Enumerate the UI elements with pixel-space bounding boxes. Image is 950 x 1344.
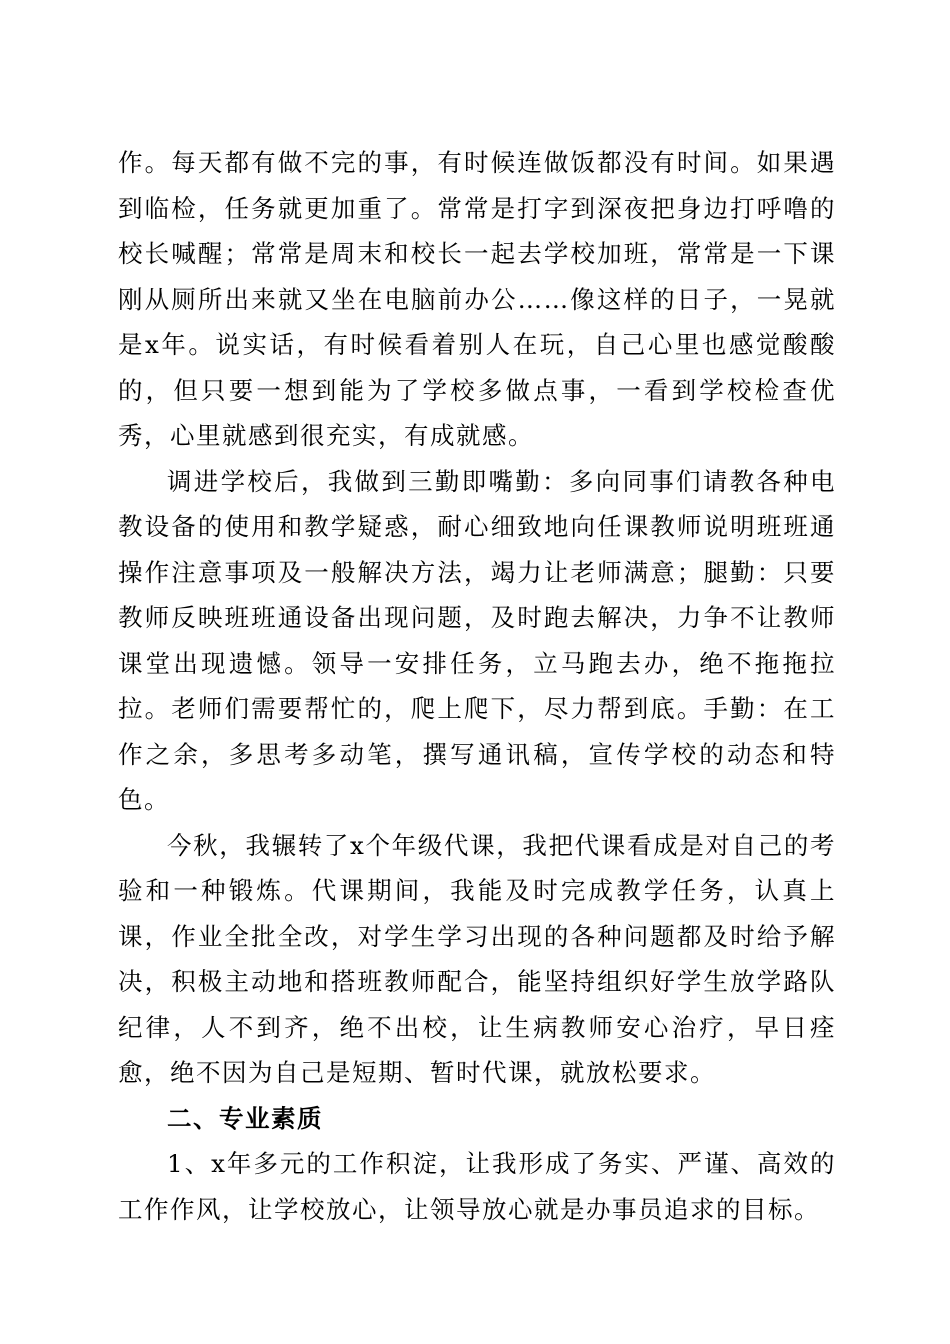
section-heading-professional-quality: 二、专业素质 bbox=[167, 1103, 323, 1133]
paragraph-continuation: 作。每天都有做不完的事，有时候连做饭都没有时间。如果遇到临检，任务就更加重了。常常是打字到深夜把身边打呼噜的校长喊醒；常常是周末和校长一起去学校加班，常常是一下课刚从厕所出来就又坐在电脑前办公……像这样的日子，一晃就是x年。说实话，有时候看着别人在玩，自己心里也感觉酸酸的，但只要一想到能为了学校多做点事，一看到学校检查优秀，心里就感到很充实，有成就感。 bbox=[118, 148, 836, 450]
paragraph-three-diligences: 调进学校后，我做到三勤即嘴勤：多向同事们请教各种电教设备的使用和教学疑惑，耐心细致地向任课教师说明班班通操作注意事项及一般解决方法，竭力让老师满意；腿勤：只要教师反映班班通设备出现问题，及时跑去解决，力争不让教师课堂出现遗憾。领导一安排任务，立马跑去办，绝不拖拖拉拉。老师们需要帮忙的，爬上爬下，尽力帮到底。手勤：在工作之余，多思考多动笔，撰写通讯稿，宣传学校的动态和特色。 bbox=[118, 466, 836, 814]
document-body bbox=[118, 140, 836, 1232]
paragraph-substitute-teaching: 今秋，我辗转了x个年级代课，我把代课看成是对自己的考验和一种锻炼。代课期间，我能及时完成教学任务，认真上课，作业全批全改，对学生学习出现的各种问题都及时给予解决，积极主动地和搭班教师配合，能坚持组织好学生放学路队纪律，人不到齐，绝不出校，让生病教师安心治疗，早日痊愈，绝不因为自己是短期、暂时代课，就放松要求。 bbox=[118, 830, 836, 1087]
paragraph-work-style: 1、x年多元的工作积淀，让我形成了务实、严谨、高效的工作作风，让学校放心，让领导放心就是办事员追求的目标。 bbox=[118, 1149, 836, 1224]
